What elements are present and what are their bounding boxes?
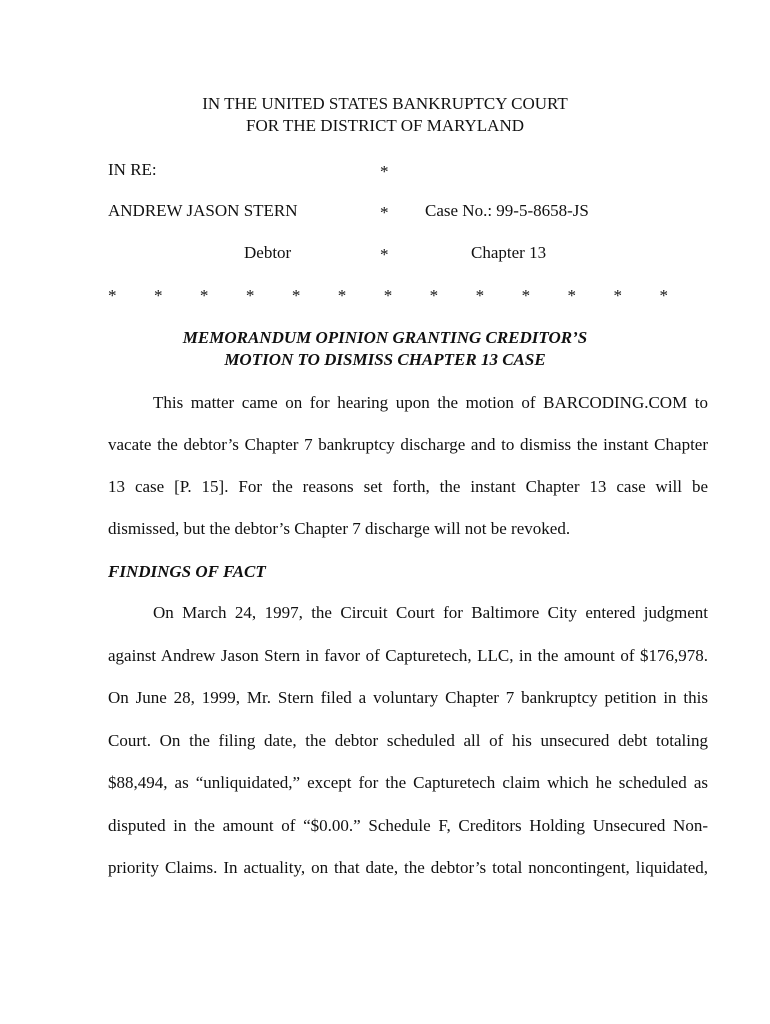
caption-debtor-name: ANDREW JASON STERN — [108, 201, 298, 220]
caption-in-re: IN RE: — [108, 160, 157, 179]
divider-star: * — [153, 286, 163, 305]
body-line: disputed in the amount of “$0.00.” Schedule F, Creditors Holding Unsecured Non- — [108, 816, 708, 835]
caption-case-number: Case No.: 99-5-8658-JS — [425, 201, 589, 220]
body-line: This matter came on for hearing upon the motion of BARCODING.COM to — [153, 393, 708, 412]
divider-star: * — [337, 286, 347, 305]
body-line: $88,494, as “unliquidated,” except for the Capturetech claim which he scheduled as — [108, 773, 708, 792]
divider-star: * — [245, 286, 255, 305]
caption-chapter: Chapter 13 — [471, 243, 547, 262]
divider-star: * — [521, 286, 531, 305]
divider-star: * — [475, 286, 485, 305]
divider-star: * — [659, 286, 668, 305]
divider-star: * — [108, 286, 117, 305]
divider-star: * — [613, 286, 622, 305]
body-line: priority Claims. In actuality, on that date, the debtor’s total noncontingent, liquidated, — [108, 858, 708, 877]
divider-star: * — [291, 286, 301, 305]
divider-star: * — [429, 286, 439, 305]
court-name: IN THE UNITED STATES BANKRUPTCY COURT — [202, 94, 568, 113]
opinion-title-line-2: MOTION TO DISMISS CHAPTER 13 CASE — [224, 350, 546, 369]
opinion-title-line-1: MEMORANDUM OPINION GRANTING CREDITOR’S — [182, 328, 588, 347]
divider-star: * — [567, 286, 577, 305]
caption-star-2: * — [380, 203, 389, 222]
caption-star-1: * — [380, 162, 389, 181]
caption-debtor-role: Debtor — [244, 243, 292, 262]
body-line: 13 case [P. 15]. For the reasons set forth, the instant Chapter 13 case will be — [108, 477, 708, 496]
body-line: On March 24, 1997, the Circuit Court for Baltimore City entered judgment — [153, 603, 708, 622]
caption-star-3: * — [380, 245, 389, 264]
court-district: FOR THE DISTRICT OF MARYLAND — [245, 116, 525, 135]
body-line: On June 28, 1999, Mr. Stern filed a voluntary Chapter 7 bankruptcy petition in this — [108, 688, 708, 707]
body-line: against Andrew Jason Stern in favor of Capturetech, LLC, in the amount of $176,978. — [108, 646, 708, 665]
body-line: dismissed, but the debtor’s Chapter 7 discharge will not be revoked. — [108, 519, 571, 538]
divider-star: * — [383, 286, 393, 305]
findings-heading: FINDINGS OF FACT — [108, 562, 266, 581]
body-line: vacate the debtor’s Chapter 7 bankruptcy discharge and to dismiss the instant Chapter — [108, 435, 708, 454]
divider-star: * — [199, 286, 209, 305]
star-divider — [108, 286, 668, 306]
body-line: Court. On the filing date, the debtor scheduled all of his unsecured debt totaling — [108, 731, 708, 750]
